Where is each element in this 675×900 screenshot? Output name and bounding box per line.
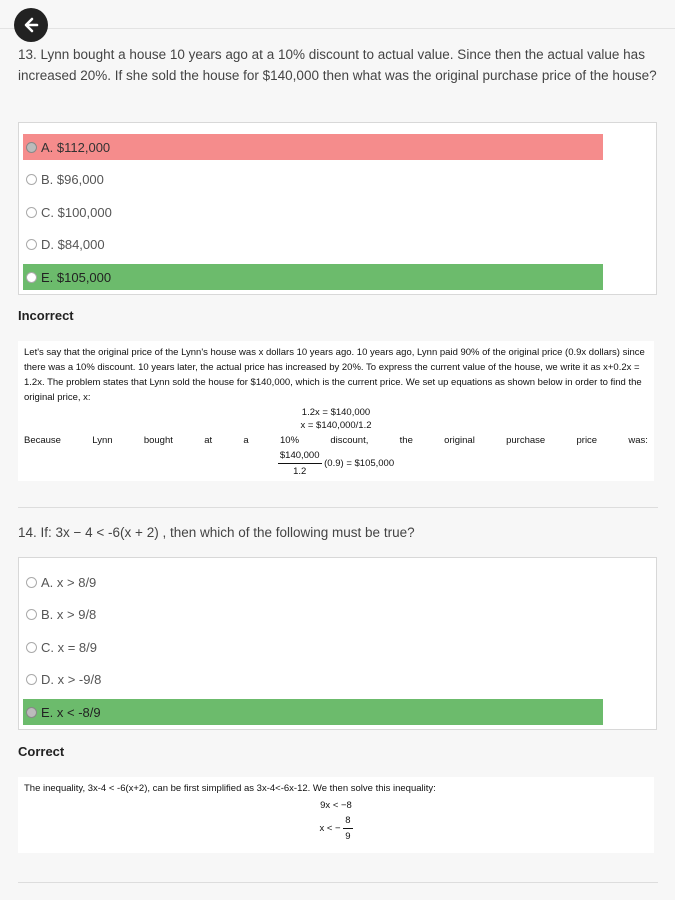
fraction-equation [24,813,648,844]
question-13-text: 13. Lynn bought a house 10 years ago at a 10% discount to actual value. Since then the actual value has increased 20%. If she sold the house for $140,000 then what was the original purchase price of the house? [18,47,657,83]
radio-icon[interactable] [26,674,37,685]
option-label: A. x > 8/9 [41,574,97,590]
fraction-numerator: 8 [343,813,352,829]
radio-icon[interactable] [26,174,37,185]
word: purchase [506,435,546,446]
word: original [444,435,475,446]
divider [18,507,658,508]
fraction-tail: (0.9) = $105,000 [324,458,395,470]
word: Because [24,435,61,446]
option-b[interactable] [23,166,603,192]
equation-line: x = $140,000/1.2 [300,420,372,431]
option-a[interactable] [23,569,603,595]
word: discount, [330,435,369,446]
radio-icon[interactable] [26,642,37,653]
result-status: Correct [18,744,65,759]
option-b[interactable] [23,601,603,627]
fraction [278,448,322,479]
option-label: B. x > 9/8 [41,606,97,622]
option-label: E. $105,000 [41,269,112,285]
word: at [204,435,213,446]
option-c[interactable] [23,634,603,660]
option-label: D. $84,000 [41,236,105,252]
because-line [24,433,648,448]
fraction [343,813,352,844]
option-label: B. $96,000 [41,171,104,187]
option-a[interactable] [23,134,603,160]
explanation-text: The inequality, 3x-4 < -6(x+2), can be first simplified as 3x-4<-6x-12. We then solve this inequality: [24,783,436,794]
radio-selected-icon[interactable] [26,707,37,718]
question-13-options [18,122,657,295]
arrow-left-icon [22,16,40,34]
option-d[interactable] [23,666,603,692]
explanation-box [18,777,654,853]
radio-icon[interactable] [26,609,37,620]
option-label: C. x = 8/9 [41,639,97,655]
top-bar [0,0,675,29]
word: the [399,435,413,446]
option-label: D. x > -9/8 [41,671,102,687]
word: 10% [280,435,300,446]
fraction-denominator: 1.2 [293,466,307,477]
word: bought [143,435,173,446]
radio-selected-icon[interactable] [26,142,37,153]
equation-line: 1.2x = $140,000 [301,407,371,418]
word: was: [628,435,648,446]
word: a [243,435,249,446]
option-label: C. $100,000 [41,204,112,220]
fraction-numerator: $140,000 [278,448,322,464]
radio-icon[interactable] [26,272,37,283]
radio-icon[interactable] [26,577,37,588]
option-e[interactable] [23,264,603,290]
radio-icon[interactable] [26,239,37,250]
option-e[interactable] [23,699,603,725]
fraction-equation [24,448,648,479]
word: Lynn [92,435,113,446]
option-d[interactable] [23,231,603,257]
question-14-options [18,557,657,730]
explanation-box [18,341,654,481]
divider [18,882,658,883]
question-14-text: 14. If: 3x − 4 < -6(x + 2) , then which of the following must be true? [18,525,415,540]
explanation-text: Let's say that the original price of the Lynn's house was x dollars 10 years ago. 10 years ago, Lynn paid 90% of the original price (0.9x dollars) since there was a 10% discount. 10 years later, the actual price has increased by 20%. To express the current value of the house, we write it as x+0.2x = 1.2x. The problem states that Lynn sold the house for $140,000, which is the current price. We set up equations as shown below in order to find the original price, x: [24,347,645,403]
word: price [576,435,598,446]
back-button[interactable] [14,8,48,42]
equation-line: 9x < −8 [320,800,352,811]
equation-prefix: x < − [319,823,341,835]
fraction-denominator: 9 [345,831,351,842]
radio-icon[interactable] [26,207,37,218]
option-label: E. x < -8/9 [41,704,101,720]
option-c[interactable] [23,199,603,225]
option-label: A. $112,000 [41,139,111,155]
result-status: Incorrect [18,308,74,323]
